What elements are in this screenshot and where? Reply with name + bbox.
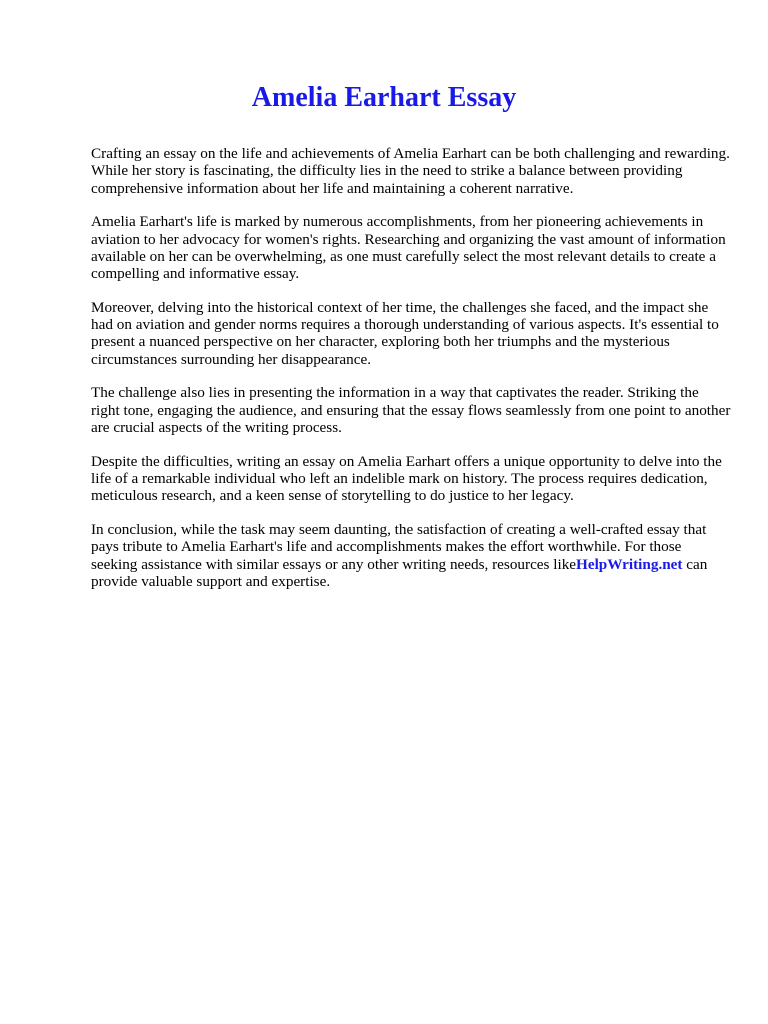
paragraph-5: Despite the difficulties, writing an essay on Amelia Earhart offers a unique opportunity to delve into the life of a remarkable individual who left an indelible mark on history. The process requires dedication, meticulous research, and a keen sense of storytelling to do justice to her legacy.: [91, 452, 722, 505]
paragraph-3: Moreover, delving into the historical context of her time, the challenges she faced, and the impact she had on aviation and gender norms requires a thorough understanding of various aspects. It's essential to present a nuanced perspective on her character, exploring both her triumphs and the mysterious circumstances surrounding her disappearance.: [91, 298, 719, 368]
conclusion-text: In conclusion, while the task may seem daunting, the satisfaction of creating a well-crafted essay that pays tribute to Amelia Earhart's life and accomplishments makes the effort worthwhile. For those seeking assistance with similar essays or any other writing needs, resources like: [91, 521, 707, 573]
conclusion-text-end: can provide valuable support and expertise.: [91, 555, 708, 590]
helpwriting-link[interactable]: HelpWriting.net: [576, 555, 683, 573]
paragraph-1: Crafting an essay on the life and achievements of Amelia Earhart can be both challenging and rewarding. While her story is fascinating, the difficulty lies in the need to strike a balance between providing comprehensive information about her life and maintaining a coherent narrative.: [91, 145, 730, 197]
document-title: Amelia Earhart Essay: [251, 82, 517, 113]
conclusion-paragraph: [91, 521, 731, 590]
document-body: [91, 145, 731, 607]
paragraph-2: Amelia Earhart's life is marked by numerous accomplishments, from her pioneering achievements in aviation to her advocacy for women's rights. Researching and organizing the vast amount of information available on her can be overwhelming, as one must carefully select the most relevant details to create a compelling and informative essay.: [91, 213, 726, 283]
paragraph-4: The challenge also lies in presenting the information in a way that captivates the reader. Striking the right tone, engaging the audience, and ensuring that the essay flows seamlessly from one point to another are crucial aspects of the writing process.: [91, 384, 731, 437]
